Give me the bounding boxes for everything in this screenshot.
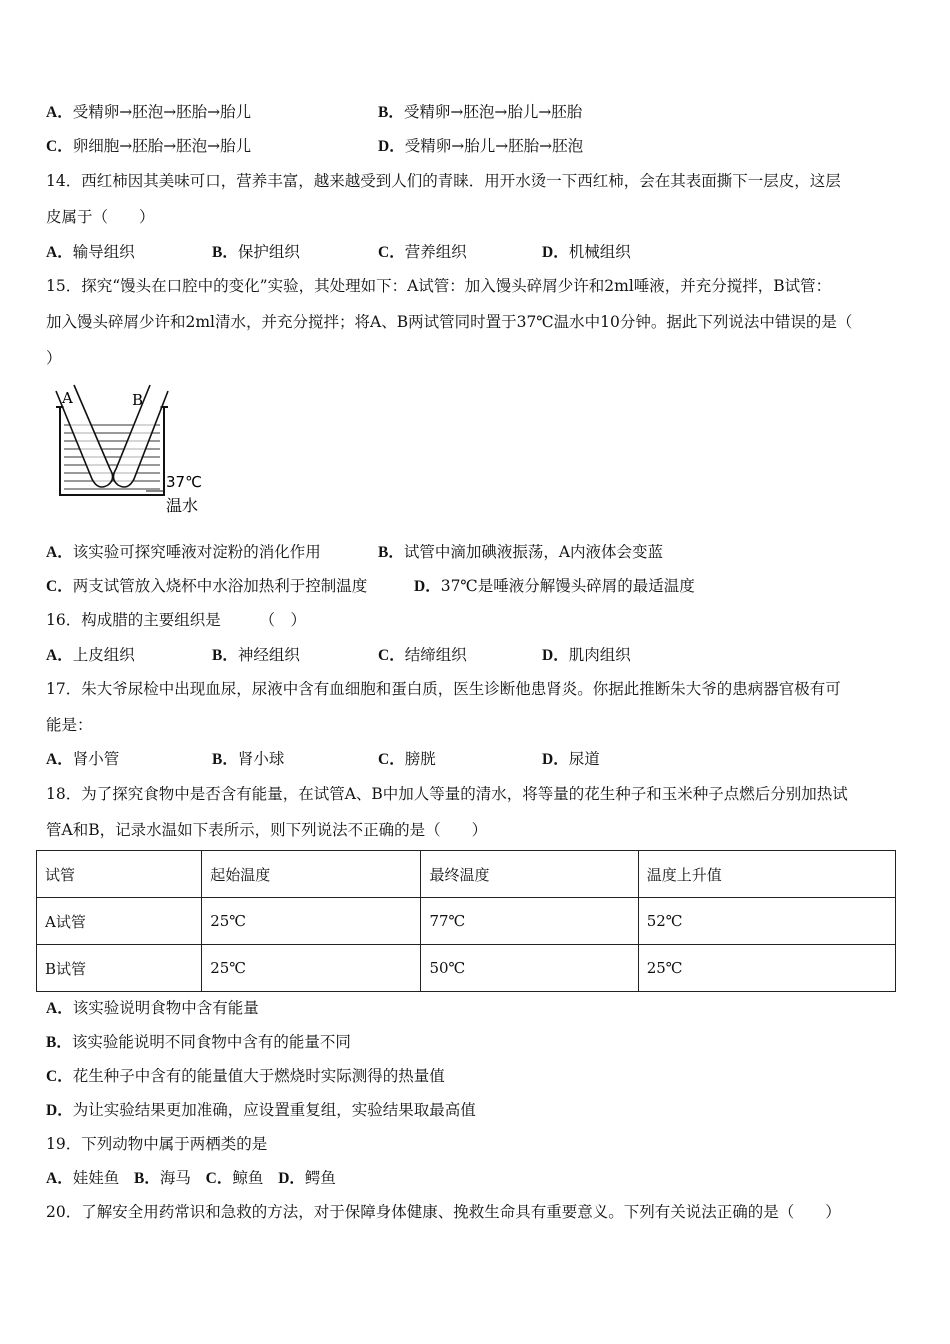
q16-option-d: D．肌肉组织 bbox=[542, 646, 631, 664]
temperature-table bbox=[36, 850, 896, 992]
q20-stem: 20．了解安全用药常识和急救的方法，对于保障身体健康、挽救生命具有重要意义。下列有关说法正确的是（ ） bbox=[46, 1203, 841, 1221]
q13-option-b: B．受精卵→胚泡→胎儿→胚胎 bbox=[378, 103, 583, 121]
q14-option-b: B．保护组织 bbox=[212, 243, 300, 261]
q16-stem: 16．构成腊的主要组织是 （ ） bbox=[46, 611, 306, 629]
table-header-cell: 起始温度 bbox=[202, 851, 421, 898]
table-header-cell: 试管 bbox=[37, 851, 202, 898]
q14-option-a: A．输导组织 bbox=[46, 243, 135, 261]
table-cell: B试管 bbox=[37, 945, 202, 992]
q18-stem-line2: 管A和B，记录水温如下表所示，则下列说法不正确的是（ ） bbox=[46, 821, 488, 839]
q19-options: A．娃娃鱼 B．海马 C．鲸鱼 D．鳄鱼 bbox=[46, 1169, 336, 1187]
q15-stem-line2: 加入馒头碎屑少许和2ml清水，并充分搅拌；将A、B两试管同时置于37℃温水中10分钟。据此下列说法中错误的是（ bbox=[46, 313, 853, 331]
q16-option-c: C．结缔组织 bbox=[378, 646, 467, 664]
temperature-label: 37℃ bbox=[166, 473, 202, 491]
table-cell: A试管 bbox=[37, 898, 202, 945]
tube-a-label: A bbox=[62, 389, 73, 407]
q16-option-a: A．上皮组织 bbox=[46, 646, 135, 664]
q15-option-a: A．该实验可探究唾液对淀粉的消化作用 bbox=[46, 543, 321, 561]
table-row bbox=[37, 945, 896, 992]
q15-option-d: D．37℃是唾液分解馒头碎屑的最适温度 bbox=[414, 577, 695, 595]
table-header-cell: 最终温度 bbox=[421, 851, 638, 898]
q17-option-c: C．膀胱 bbox=[378, 750, 436, 768]
q15-option-c: C．两支试管放入烧杯中水浴加热利于控制温度 bbox=[46, 577, 368, 595]
q15-stem-line1: 15．探究“馒头在口腔中的变化”实验，其处理如下：A试管：加入馒头碎屑少许和2ml唾液，并充分搅拌，B试管： bbox=[46, 277, 832, 295]
table-header-cell: 温度上升值 bbox=[638, 851, 895, 898]
q18-option-d: D．为让实验结果更加准确，应设置重复组，实验结果取最高值 bbox=[46, 1101, 476, 1119]
q18-option-b: B．该实验能说明不同食物中含有的能量不同 bbox=[46, 1033, 351, 1051]
tube-b-label: B bbox=[132, 391, 144, 409]
q17-option-b: B．肾小球 bbox=[212, 750, 285, 768]
table-cell: 25℃ bbox=[638, 945, 895, 992]
q17-option-a: A．肾小管 bbox=[46, 750, 120, 768]
q14-stem-line2: 皮属于（ ） bbox=[46, 208, 155, 226]
beaker-experiment-figure bbox=[46, 383, 216, 523]
q13-option-c: C．卵细胞→胚胎→胚泡→胎儿 bbox=[46, 137, 252, 155]
q15-stem-line3: ） bbox=[46, 349, 62, 367]
q19-stem: 19．下列动物中属于两栖类的是 bbox=[46, 1135, 268, 1153]
q14-option-c: C．营养组织 bbox=[378, 243, 467, 261]
q13-option-a: A．受精卵→胚泡→胚胎→胎儿 bbox=[46, 103, 252, 121]
q17-stem-line1: 17．朱大爷尿检中出现血尿，尿液中含有血细胞和蛋白质，医生诊断他患肾炎。你据此推断朱大爷的患病器官极有可 bbox=[46, 680, 841, 698]
q15-option-b: B．试管中滴加碘液振荡，A内液体会变蓝 bbox=[378, 543, 664, 561]
table-cell: 52℃ bbox=[638, 898, 895, 945]
table-cell: 25℃ bbox=[202, 898, 421, 945]
q14-option-d: D．机械组织 bbox=[542, 243, 631, 261]
table-row bbox=[37, 898, 896, 945]
q14-stem-line1: 14．西红柿因其美味可口，营养丰富，越来越受到人们的青睐．用开水烫一下西红柿，会在其表面撕下一层皮，这层 bbox=[46, 172, 841, 190]
q16-option-b: B．神经组织 bbox=[212, 646, 300, 664]
table-header-row bbox=[37, 851, 896, 898]
table-cell: 77℃ bbox=[421, 898, 638, 945]
table-cell: 25℃ bbox=[202, 945, 421, 992]
table-cell: 50℃ bbox=[421, 945, 638, 992]
q13-option-d: D．受精卵→胎儿→胚胎→胚泡 bbox=[378, 137, 584, 155]
q18-option-c: C．花生种子中含有的能量值大于燃烧时实际测得的热量值 bbox=[46, 1067, 445, 1085]
q18-stem-line1: 18．为了探究食物中是否含有能量，在试管A、B中加人等量的清水，将等量的花生种子和玉米种子点燃后分别加热试 bbox=[46, 785, 848, 803]
q17-option-d: D．尿道 bbox=[542, 750, 600, 768]
q17-stem-line2: 能是： bbox=[46, 716, 93, 734]
q18-option-a: A．该实验说明食物中含有能量 bbox=[46, 999, 259, 1017]
warm-water-label: 温水 bbox=[166, 496, 199, 515]
